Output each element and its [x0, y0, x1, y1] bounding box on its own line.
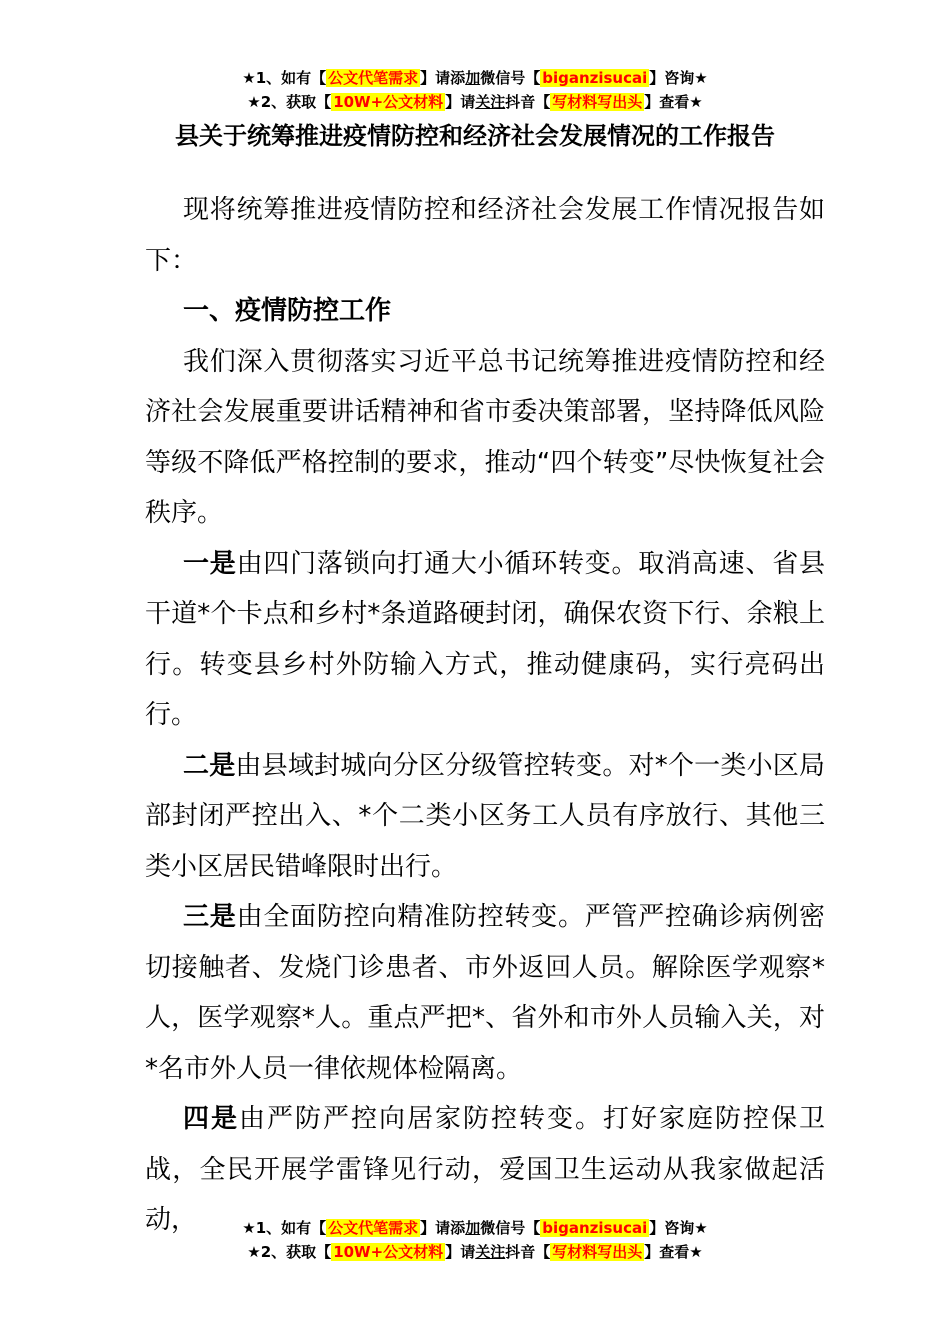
footer-banner: [0, 1216, 950, 1264]
banner-text: 微信号【: [480, 1219, 541, 1237]
banner-line-2: [0, 90, 950, 114]
banner-text: 抖音【: [505, 93, 551, 111]
banner-text: ★2、获取【: [247, 93, 332, 111]
banner-underlined-text: 加: [465, 1219, 481, 1237]
highlight-service: 公文代笔需求: [328, 1219, 419, 1237]
document-body: [145, 185, 825, 1246]
highlight-wechat-id: biganzisucai: [542, 1219, 648, 1237]
banner-text: ★1、如有【: [242, 1219, 327, 1237]
section-heading: 一、疫情防控工作: [183, 296, 392, 326]
banner-text: 】请添: [420, 1219, 466, 1237]
item-paragraph-1: [145, 539, 825, 741]
banner-underlined-text: 加: [465, 69, 481, 87]
highlight-materials: 10W+公文材料: [333, 93, 444, 111]
highlight-douyin-account: 写材料写出头: [552, 93, 643, 111]
highlight-materials: 10W+公文材料: [333, 1243, 444, 1261]
banner-text: 】查看★: [644, 93, 703, 111]
banner-text: 微信号【: [480, 69, 541, 87]
item-lead: 三是: [183, 902, 237, 932]
intro-paragraph: 现将统筹推进疫情防控和经济社会发展工作情况报告如下：: [145, 195, 825, 276]
item-lead: 一是: [183, 548, 237, 579]
banner-text: 】咨询★: [649, 1219, 708, 1237]
item-lead: 四是: [183, 1104, 239, 1134]
banner-underlined-text: 关注: [475, 93, 506, 111]
banner-underlined-text: 关注: [475, 1243, 506, 1261]
item-paragraph-3: [145, 892, 825, 1094]
item-text: 由全面防控向精准防控转变。严管严控确诊病例密切接触者、发烧门诊患者、市外返回人员。解除医学观察*人，医学观察*人。重点严把*、省外和市外人员输入关，对*名市外人员一律依规体检隔离。: [145, 902, 825, 1084]
highlight-douyin-account: 写材料写出头: [552, 1243, 643, 1261]
item-text: 由四门落锁向打通大小循环转变。取消高速、省县干道*个卡点和乡村*条道路硬封闭，确保农资下行、余粮上行。转变县乡村外防输入方式，推动健康码，实行亮码出行。: [145, 548, 825, 730]
banner-line-2: [0, 1240, 950, 1264]
banner-text: 】请: [445, 1243, 476, 1261]
item-text: 由严防严控向居家防控转变。打好家庭防控保卫战，全民开展学雷锋见行动，爱国卫生运动从我家做起活动，: [145, 1104, 825, 1235]
highlight-service: 公文代笔需求: [328, 69, 419, 87]
document-title: 县关于统筹推进疫情防控和经济社会发展情况的工作报告: [175, 122, 775, 150]
item-text: 由县域封城向分区分级管控转变。对*个一类小区局部封闭严控出入、*个二类小区务工人员有序放行、其他三类小区居民错峰限时出行。: [145, 750, 825, 882]
item-paragraph-2: [145, 741, 825, 893]
banner-text: 】请: [445, 93, 476, 111]
banner-text: 】请添: [420, 69, 466, 87]
banner-text: 】咨询★: [649, 69, 708, 87]
banner-text: 】查看★: [644, 1243, 703, 1261]
banner-text: ★1、如有【: [242, 69, 327, 87]
banner-line-1: [0, 1216, 950, 1240]
header-banner: [0, 66, 950, 114]
banner-text: ★2、获取【: [247, 1243, 332, 1261]
banner-line-1: [0, 66, 950, 90]
banner-text: 抖音【: [505, 1243, 551, 1261]
paragraph: 我们深入贯彻落实习近平总书记统筹推进疫情防控和经济社会发展重要讲话精神和省市委决策部署，坚持降低风险等级不降低严格控制的要求，推动“四个转变”尽快恢复社会秩序。: [145, 346, 825, 528]
item-lead: 二是: [183, 750, 236, 781]
highlight-wechat-id: biganzisucai: [542, 69, 648, 87]
